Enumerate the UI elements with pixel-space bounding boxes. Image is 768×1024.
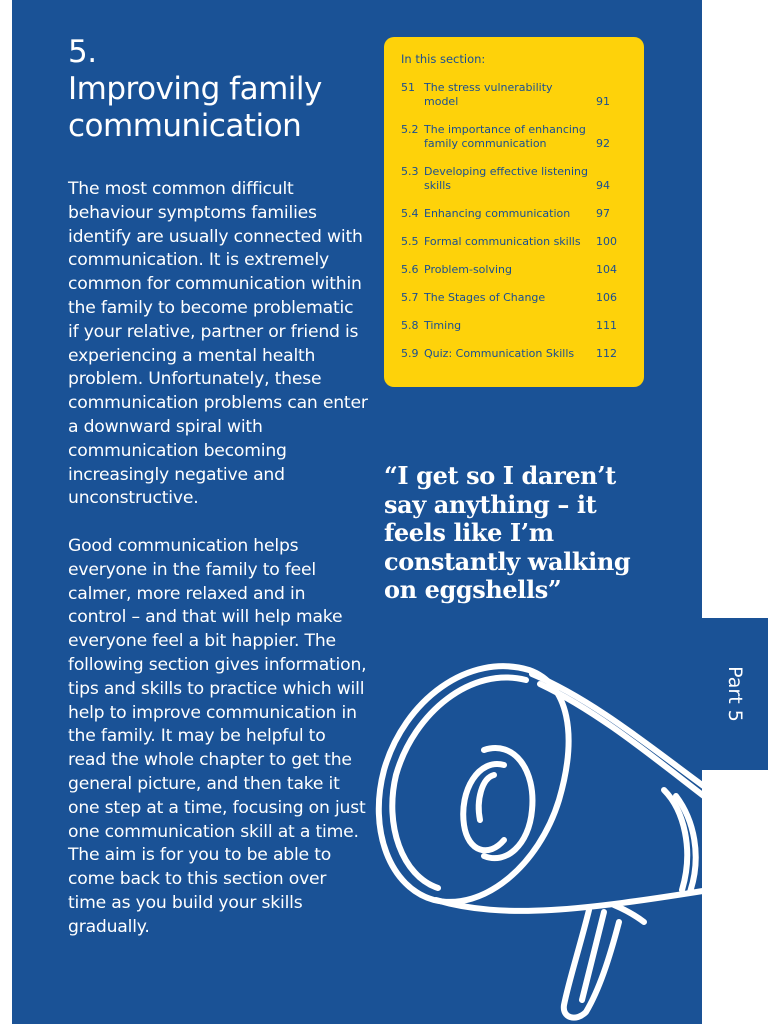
contents-item-page: 111	[596, 319, 617, 332]
contents-item-label: Enhancing communication	[424, 207, 571, 220]
contents-list	[401, 81, 616, 375]
contents-item-number: 51	[401, 81, 415, 94]
page-panel	[12, 0, 702, 1024]
contents-item-page: 94	[596, 179, 610, 192]
contents-item-label: Problem-solving	[424, 263, 512, 276]
contents-item-number: 5.5	[401, 235, 419, 248]
contents-item[interactable]	[401, 165, 616, 193]
contents-item[interactable]	[401, 123, 616, 151]
contents-item-label: Timing	[424, 319, 462, 332]
contents-item-label: Developing effective listening skills	[424, 165, 589, 192]
body-paragraph-2: Good communication helps everyone in the family to feel calmer, more relaxed and in control – and that will help make everyone feel a bit happier. The following section gives information, tips and skills to practice which will help to improve communication in the family. It may be helpful to read the whole chapter to get the general picture, and then take it one step at a time, focusing on just one communication skill at a time. The aim is for you to be able to come back to this section over time as you build your skills gradually.	[68, 535, 367, 937]
contents-item-number: 5.2	[401, 123, 419, 136]
chapter-heading	[68, 34, 322, 145]
part-tab-label: Part 5	[723, 666, 746, 722]
chapter-number: 5.	[68, 34, 97, 70]
contents-item[interactable]	[401, 207, 616, 221]
contents-item-number: 5.4	[401, 207, 419, 220]
contents-item-label: The stress vulnerability model	[424, 81, 553, 108]
contents-item-page: 91	[596, 95, 610, 108]
contents-item[interactable]	[401, 235, 616, 249]
contents-item[interactable]	[401, 263, 616, 277]
contents-item-page: 100	[596, 235, 617, 248]
contents-item-number: 5.3	[401, 165, 419, 178]
contents-item-label: Formal communication skills	[424, 235, 581, 248]
contents-item[interactable]	[401, 291, 616, 305]
body-paragraph-1: The most common difficult behaviour symptoms families identify are usually connected with communication. It is extremely common for communication within the family to become problematic if your relative, partner or friend is experiencing a mental health problem. Unfortunately, these communication problems can enter a downward spiral with communication becoming increasingly negative and unconstructive.	[68, 179, 368, 509]
contents-item-page: 106	[596, 291, 617, 304]
contents-item-number: 5.9	[401, 347, 419, 360]
body-text	[68, 178, 368, 963]
pull-quote: “I get so I daren’t say anything – it feels like I’m constantly walking on eggshells”	[384, 461, 631, 604]
contents-item-label: Quiz: Communication Skills	[424, 347, 575, 360]
section-contents-box	[384, 37, 644, 387]
chapter-title-line-1: Improving family	[68, 71, 322, 107]
contents-item-page: 104	[596, 263, 617, 276]
contents-title: In this section:	[401, 52, 486, 66]
contents-item-label: The importance of enhancing family communication	[424, 123, 586, 150]
contents-item-number: 5.7	[401, 291, 419, 304]
contents-item[interactable]	[401, 347, 616, 361]
contents-item-label: The Stages of Change	[424, 291, 546, 304]
contents-item-number: 5.6	[401, 263, 419, 276]
contents-item[interactable]	[401, 319, 616, 333]
megaphone-icon	[364, 660, 714, 1024]
contents-item-number: 5.8	[401, 319, 419, 332]
contents-item-page: 97	[596, 207, 610, 220]
contents-item-page: 92	[596, 137, 610, 150]
part-tab[interactable]	[702, 618, 768, 770]
contents-item[interactable]	[401, 81, 616, 109]
contents-item-page: 112	[596, 347, 617, 360]
chapter-title-line-2: communication	[68, 108, 302, 144]
